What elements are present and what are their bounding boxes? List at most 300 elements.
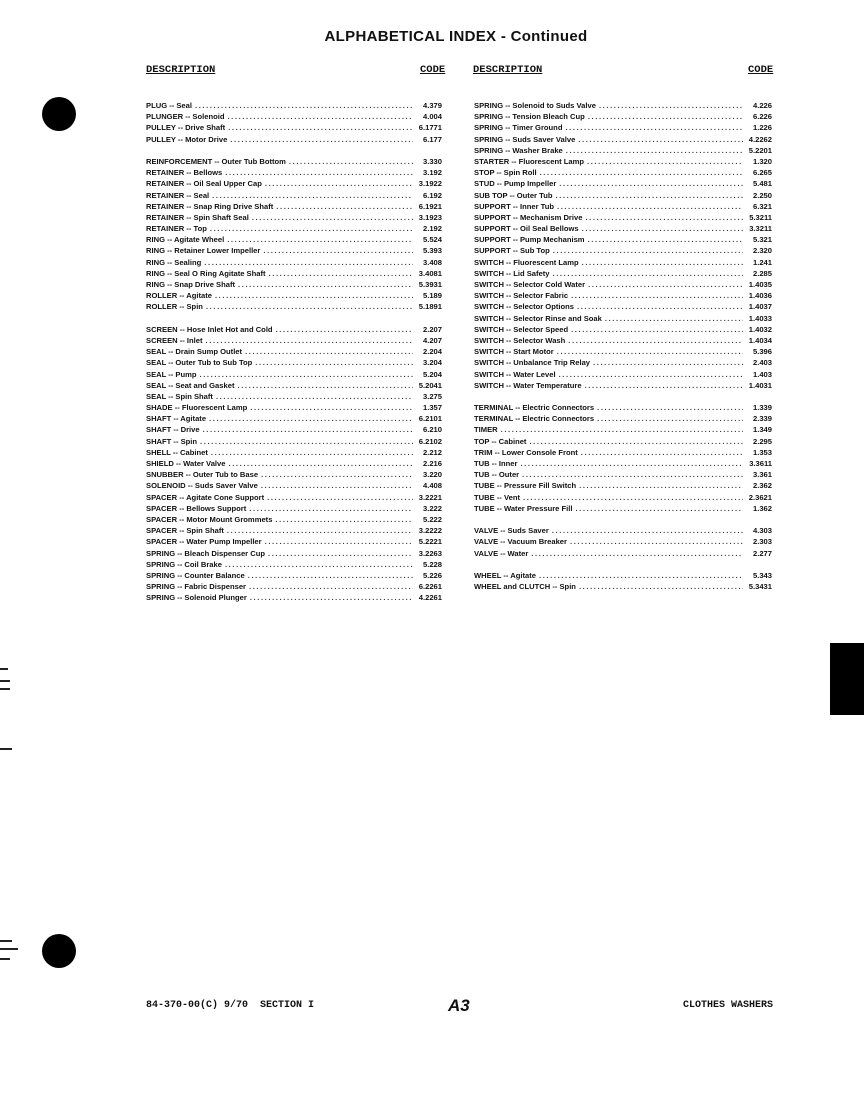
page-number: A3	[448, 996, 470, 1015]
dot-leader	[212, 190, 413, 201]
entry-description: TUBE -- Water Pressure Fill	[474, 503, 573, 513]
entry-code: 3.3211	[749, 224, 772, 234]
entry-description: SHADE -- Fluorescent Lamp	[146, 403, 248, 413]
entry-description: SHAFT -- Spin	[146, 436, 198, 446]
index-entry	[146, 335, 442, 346]
index-entry	[146, 290, 442, 301]
dot-leader	[578, 134, 743, 145]
index-entry	[474, 480, 772, 491]
entry-description: SPRING -- Fabric Dispenser	[146, 582, 247, 592]
binder-hole-bottom	[42, 934, 76, 968]
dot-leader	[252, 212, 413, 223]
entry-description: RETAINER -- Snap Ring Drive Shaft	[146, 201, 274, 211]
entry-code: 6.177	[422, 134, 442, 144]
right-description-header: DESCRIPTION	[473, 64, 543, 76]
index-entry	[146, 402, 442, 413]
entry-code: 5.2041	[418, 380, 442, 390]
index-entry	[146, 324, 442, 335]
entry-description: PULLEY -- Drive Shaft	[146, 123, 226, 133]
footer-category: CLOTHES WASHERS	[683, 1000, 774, 1011]
entry-description: SWITCH -- Selector Wash	[474, 335, 566, 345]
entry-description: SPRING -- Solenoid to Suds Valve	[474, 101, 596, 110]
entry-description: STUD -- Pump Impeller	[474, 179, 557, 189]
index-entry	[146, 122, 442, 133]
index-entry	[146, 536, 442, 547]
entry-description: VALVE -- Water	[474, 548, 529, 558]
entry-code: 6.1921	[418, 201, 442, 211]
entry-description: SOLENOID -- Suds Saver Valve	[146, 481, 258, 491]
dot-leader	[577, 301, 743, 312]
footer-doc-number: 84-370-00(C) 9/70	[146, 1000, 249, 1011]
entry-description: RING -- Seal O Ring Agitate Shaft	[146, 268, 266, 278]
dot-leader	[276, 324, 413, 335]
entry-description: SPRING -- Timer Ground	[474, 123, 563, 133]
index-entry	[146, 559, 442, 570]
dot-leader	[261, 469, 413, 480]
entry-description: PLUNGER -- Solenoid	[146, 112, 225, 122]
entry-description: SPACER -- Water Pump Impeller	[146, 537, 262, 547]
dot-leader	[571, 324, 743, 335]
entry-description: RING -- Sealing	[146, 257, 202, 267]
dot-leader	[210, 223, 413, 234]
entry-code: 5.3211	[749, 212, 772, 222]
entry-description: SEAL -- Pump	[146, 369, 197, 379]
entry-description: TIMER	[474, 425, 498, 435]
dot-leader	[566, 145, 743, 156]
dot-leader	[227, 525, 413, 536]
dot-leader	[559, 178, 743, 189]
entry-code: 5.393	[422, 246, 442, 256]
dot-leader	[289, 156, 413, 167]
entry-code: 1.4033	[748, 313, 772, 323]
index-entry	[146, 257, 442, 268]
entry-code: 6.192	[422, 190, 442, 200]
index-entry	[474, 268, 772, 279]
dot-leader	[523, 492, 743, 503]
entry-code: 3.408	[422, 257, 442, 267]
entry-code: 5.343	[752, 570, 772, 580]
entry-description: TUB -- Inner	[474, 459, 518, 468]
entry-description: VALVE -- Vacuum Breaker	[474, 537, 567, 547]
dot-leader	[265, 536, 413, 547]
index-entry	[146, 548, 442, 559]
index-entry	[146, 503, 442, 514]
index-entry	[474, 279, 772, 290]
index-entry	[474, 212, 772, 223]
index-entry	[146, 100, 442, 111]
index-entry	[146, 369, 442, 380]
entry-code: 2.250	[752, 190, 772, 200]
entry-code: 4.207	[422, 335, 442, 345]
entry-code: 6.2102	[418, 436, 442, 446]
entry-code: 2.277	[752, 548, 772, 558]
index-entry	[146, 592, 442, 603]
dot-leader	[555, 190, 743, 201]
entry-code: 5.1891	[418, 302, 442, 312]
edge-mark	[0, 940, 12, 942]
index-entry	[474, 178, 772, 189]
dot-leader	[250, 402, 413, 413]
entry-description: RING -- Snap Drive Shaft	[146, 280, 236, 289]
entry-description: SUPPORT -- Sub Top	[474, 246, 550, 256]
entry-description: SWITCH -- Selector Cold Water	[474, 280, 586, 289]
index-entry	[146, 201, 442, 212]
entry-code: 3.2221	[418, 492, 442, 502]
dot-leader	[249, 503, 413, 514]
entry-description: RING -- Agitate Wheel	[146, 235, 225, 245]
entry-code: 2.320	[752, 246, 772, 256]
entry-description: PLUG -- Seal	[146, 101, 192, 110]
index-entry	[146, 447, 442, 458]
entry-code: 1.320	[752, 156, 772, 166]
entry-code: 1.4035	[748, 280, 772, 289]
dot-leader	[265, 178, 413, 189]
index-entry	[146, 570, 442, 581]
entry-code: 1.357	[422, 403, 442, 413]
entry-code: 3.3611	[749, 459, 772, 468]
index-entry	[146, 223, 442, 234]
index-entry	[146, 156, 442, 167]
entry-description: VALVE -- Suds Saver	[474, 526, 549, 536]
entry-code: 6.210	[422, 425, 442, 435]
entry-description: SPACER -- Motor Mount Grommets	[146, 514, 273, 524]
dot-leader	[250, 592, 413, 603]
index-entry	[474, 346, 772, 357]
entry-description: SUPPORT -- Mechanism Drive	[474, 212, 583, 222]
index-entry	[474, 201, 772, 212]
dot-leader	[275, 514, 413, 525]
dot-leader	[237, 380, 413, 391]
index-entry	[146, 469, 442, 480]
entry-description: SPACER -- Agitate Cone Support	[146, 492, 265, 502]
dot-leader	[585, 212, 743, 223]
entry-description: ROLLER -- Spin	[146, 302, 203, 312]
entry-code: 5.481	[752, 179, 772, 189]
dot-leader	[553, 268, 743, 279]
dot-leader	[248, 570, 413, 581]
entry-code: 2.207	[422, 324, 442, 334]
index-entry	[146, 525, 442, 536]
page-title: ALPHABETICAL INDEX - Continued	[324, 28, 588, 45]
dot-leader	[225, 559, 413, 570]
entry-description: TRIM -- Lower Console Front	[474, 447, 578, 457]
entry-description: WHEEL and CLUTCH -- Spin	[474, 582, 576, 592]
index-entry	[474, 324, 772, 335]
dot-leader	[206, 335, 413, 346]
index-entry	[146, 581, 442, 592]
index-group-gap	[146, 313, 442, 324]
entry-description: STOP -- Spin Roll	[474, 168, 537, 178]
entry-code: 2.204	[422, 347, 442, 357]
dot-leader	[552, 525, 743, 536]
entry-description: SHELL -- Cabinet	[146, 447, 208, 457]
index-entry	[474, 436, 772, 447]
index-entry	[146, 178, 442, 189]
dot-leader	[225, 167, 413, 178]
entry-code: 4.226	[752, 101, 772, 110]
dot-leader	[585, 380, 743, 391]
dot-leader	[557, 346, 743, 357]
dot-leader	[228, 122, 413, 133]
index-group-gap	[474, 391, 772, 402]
edge-mark	[0, 680, 10, 682]
entry-description: SWITCH -- Start Motor	[474, 347, 554, 357]
dot-leader	[261, 480, 413, 491]
entry-code: 4.408	[422, 481, 442, 491]
entry-description: SHIELD -- Water Valve	[146, 459, 226, 468]
index-entry	[146, 436, 442, 447]
entry-code: 6.2101	[418, 414, 442, 424]
entry-description: SEAL -- Drain Sump Outlet	[146, 347, 243, 357]
index-entry	[474, 111, 772, 122]
entry-code: 5.2221	[418, 537, 442, 547]
index-entry	[146, 245, 442, 256]
index-entry	[474, 234, 772, 245]
entry-description: TERMINAL -- Electric Connectors	[474, 403, 595, 413]
dot-leader	[605, 313, 743, 324]
binder-hole-top	[42, 97, 76, 131]
section-index-tab	[830, 643, 864, 715]
dot-leader	[269, 268, 413, 279]
dot-leader	[522, 469, 743, 480]
edge-mark	[0, 948, 18, 950]
dot-leader	[579, 581, 743, 592]
index-entry	[146, 134, 442, 145]
dot-leader	[255, 357, 413, 368]
entry-description: RETAINER -- Spin Shaft Seal	[146, 212, 249, 222]
dot-leader	[588, 279, 743, 290]
dot-leader	[539, 570, 743, 581]
edge-mark	[0, 958, 10, 960]
entry-description: SWITCH -- Water Level	[474, 369, 556, 379]
entry-code: 1.241	[752, 257, 772, 267]
entry-code: 3.1922	[418, 179, 442, 189]
dot-leader	[238, 279, 413, 290]
index-entry	[474, 413, 772, 424]
index-entry	[146, 167, 442, 178]
dot-leader	[195, 100, 413, 111]
dot-leader	[593, 357, 743, 368]
index-entry	[146, 480, 442, 491]
entry-code: 3.222	[422, 503, 442, 513]
dot-leader	[249, 581, 413, 592]
entry-description: PULLEY -- Motor Drive	[146, 134, 228, 144]
index-entry	[474, 156, 772, 167]
entry-description: SWITCH -- Water Temperature	[474, 380, 582, 390]
index-entry	[146, 391, 442, 402]
entry-code: 5.204	[422, 369, 442, 379]
index-entry	[146, 413, 442, 424]
entry-code: 5.3431	[748, 582, 772, 592]
dot-leader	[581, 447, 743, 458]
entry-code: 2.303	[752, 537, 772, 547]
dot-leader	[599, 100, 743, 111]
entry-description: RETAINER -- Top	[146, 224, 207, 234]
entry-code: 2.339	[752, 414, 772, 424]
entry-description: TUBE -- Pressure Fill Switch	[474, 481, 577, 491]
dot-leader	[263, 245, 413, 256]
entry-code: 1.339	[752, 403, 772, 413]
entry-code: 5.3931	[418, 280, 442, 289]
dot-leader	[200, 369, 414, 380]
entry-code: 5.228	[422, 559, 442, 569]
dot-leader	[501, 424, 743, 435]
dot-leader	[204, 257, 413, 268]
entry-code: 6.226	[752, 112, 772, 122]
entry-code: 6.265	[752, 168, 772, 178]
entry-code: 3.192	[422, 168, 442, 178]
dot-leader	[565, 122, 743, 133]
entry-description: RETAINER -- Seal	[146, 190, 210, 200]
dot-leader	[206, 301, 413, 312]
entry-code: 5.524	[422, 235, 442, 245]
dot-leader	[268, 548, 413, 559]
entry-code: 4.379	[422, 101, 442, 110]
index-entry	[474, 536, 772, 547]
dot-leader	[582, 257, 743, 268]
entry-description: RING -- Retainer Lower Impeller	[146, 246, 261, 256]
index-entry	[146, 268, 442, 279]
dot-leader	[276, 201, 413, 212]
entry-description: SWITCH -- Selector Speed	[474, 324, 569, 334]
index-entry	[474, 369, 772, 380]
entry-code: 3.220	[422, 470, 442, 480]
entry-description: RETAINER -- Oil Seal Upper Cap	[146, 179, 262, 189]
entry-code: 5.189	[422, 291, 442, 301]
entry-code: 2.216	[422, 459, 442, 468]
index-entry	[146, 190, 442, 201]
entry-description: SHAFT -- Agitate	[146, 414, 207, 424]
entry-description: SEAL -- Seat and Gasket	[146, 380, 235, 390]
index-entry	[146, 514, 442, 525]
dot-leader	[557, 201, 743, 212]
dot-leader	[579, 480, 743, 491]
entry-description: SPRING -- Coil Brake	[146, 559, 222, 569]
entry-description: SWITCH -- Selector Rinse and Soak	[474, 313, 602, 323]
entry-description: SPACER -- Bellows Support	[146, 503, 247, 513]
entry-description: SWITCH -- Unbalance Trip Relay	[474, 358, 591, 368]
dot-leader	[200, 436, 413, 447]
entry-code: 3.4081	[418, 268, 442, 278]
index-entry	[474, 570, 772, 581]
entry-description: WHEEL -- Agitate	[474, 570, 537, 580]
entry-code: 2.192	[422, 224, 442, 234]
entry-description: TUB -- Outer	[474, 470, 520, 480]
dot-leader	[582, 223, 743, 234]
entry-description: SWITCH -- Selector Fabric	[474, 291, 569, 301]
dot-leader	[227, 234, 413, 245]
left-index-column	[146, 100, 442, 603]
dot-leader	[211, 447, 413, 458]
entry-description: SCREEN -- Inlet	[146, 335, 203, 345]
entry-code: 4.303	[752, 526, 772, 536]
left-code-header: CODE	[420, 64, 446, 76]
dot-leader	[575, 503, 743, 514]
entry-description: SPACER -- Spin Shaft	[146, 526, 224, 536]
edge-mark	[0, 668, 8, 670]
index-entry	[146, 380, 442, 391]
right-code-header: CODE	[748, 64, 774, 76]
dot-leader	[597, 402, 743, 413]
entry-code: 3.361	[752, 470, 772, 480]
index-entry	[474, 380, 772, 391]
entry-code: 1.4036	[748, 291, 772, 301]
dot-leader	[559, 369, 743, 380]
dot-leader	[520, 458, 743, 469]
dot-leader	[267, 492, 413, 503]
index-entry	[474, 402, 772, 413]
entry-description: REINFORCEMENT -- Outer Tub Bottom	[146, 156, 286, 166]
entry-code: 3.2263	[418, 548, 442, 558]
entry-code: 1.353	[752, 447, 772, 457]
index-entry	[474, 122, 772, 133]
index-entry	[146, 234, 442, 245]
index-entry	[474, 548, 772, 559]
entry-code: 3.204	[422, 358, 442, 368]
index-entry	[474, 313, 772, 324]
entry-description: SHAFT -- Drive	[146, 425, 200, 435]
entry-code: 5.396	[752, 347, 772, 357]
index-entry	[474, 301, 772, 312]
entry-description: SWITCH -- Selector Options	[474, 302, 574, 312]
dot-leader	[216, 391, 413, 402]
index-entry	[474, 145, 772, 156]
index-entry	[474, 424, 772, 435]
entry-code: 1.4032	[748, 324, 772, 334]
dot-leader	[570, 536, 743, 547]
dot-leader	[587, 156, 743, 167]
index-entry	[474, 245, 772, 256]
entry-code: 6.1771	[418, 123, 442, 133]
dot-leader	[245, 346, 413, 357]
edge-mark	[0, 748, 12, 750]
entry-code: 5.321	[752, 235, 772, 245]
index-entry	[146, 458, 442, 469]
entry-description: SWITCH -- Lid Safety	[474, 268, 550, 278]
entry-code: 3.1923	[418, 212, 442, 222]
entry-code: 3.2222	[418, 526, 442, 536]
entry-description: SUPPORT -- Inner Tub	[474, 201, 555, 211]
entry-code: 2.3621	[748, 492, 772, 502]
left-description-header: DESCRIPTION	[146, 64, 216, 76]
entry-code: 1.4034	[748, 335, 772, 345]
entry-code: 5.2201	[748, 145, 772, 155]
entry-description: SPRING -- Bleach Dispenser Cup	[146, 548, 265, 558]
entry-description: SPRING -- Solenoid Plunger	[146, 593, 247, 603]
entry-code: 2.362	[752, 481, 772, 491]
entry-description: SEAL -- Spin Shaft	[146, 391, 213, 401]
index-entry	[474, 525, 772, 536]
index-entry	[474, 447, 772, 458]
dot-leader	[553, 245, 743, 256]
index-entry	[146, 301, 442, 312]
dot-leader	[588, 234, 743, 245]
index-entry	[146, 212, 442, 223]
entry-code: 4.2261	[418, 593, 442, 603]
index-entry	[474, 190, 772, 201]
entry-code: 1.4031	[748, 380, 772, 390]
entry-description: STARTER -- Fluorescent Lamp	[474, 156, 584, 166]
entry-description: SUPPORT -- Pump Mechanism	[474, 235, 585, 245]
dot-leader	[215, 290, 413, 301]
entry-code: 2.403	[752, 358, 772, 368]
index-group-gap	[474, 559, 772, 570]
entry-code: 1.403	[752, 369, 772, 379]
entry-code: 1.362	[752, 503, 772, 513]
entry-description: SNUBBER -- Outer Tub to Base	[146, 470, 259, 480]
dot-leader	[568, 335, 743, 346]
entry-description: SCREEN -- Hose Inlet Hot and Cold	[146, 324, 273, 334]
